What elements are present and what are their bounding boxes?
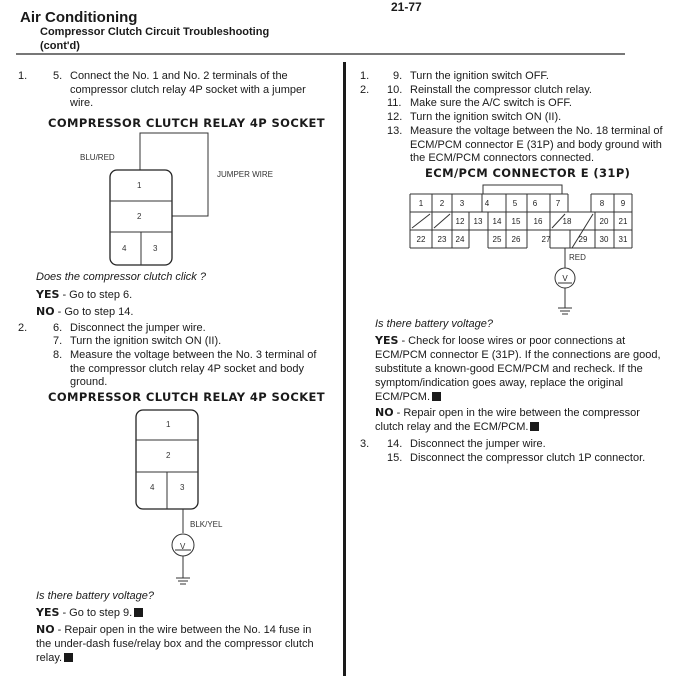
svg-text:29: 29 [578,235,588,244]
list-number: 1. [360,70,370,82]
wire-color-label: BLU/RED [80,153,115,162]
step-number: 5. [53,70,63,82]
procedure-title [40,25,269,53]
terminal-2: 2 [166,451,171,460]
page-number: 21-77 [391,0,422,14]
svg-text:16: 16 [533,217,543,226]
svg-text:4: 4 [484,199,490,208]
svg-text:22: 22 [416,235,426,244]
jumper-wire-label: JUMPER WIRE [217,170,273,179]
svg-text:18: 18 [562,217,572,226]
end-mark-icon [530,422,539,431]
question: Is there battery voltage? [375,318,494,330]
diagram-heading: ECM/PCM CONNECTOR E (31P) [425,166,631,180]
section-title: Air Conditioning [20,9,138,26]
end-mark-icon [134,608,143,617]
step-text: Disconnect the jumper wire. [70,322,206,334]
answer-yes: YES - Go to step 9. [36,606,143,620]
relay-socket-diagram-jumper [60,130,320,270]
ecm-pcm-connector-diagram [405,180,640,320]
terminal-2: 2 [137,212,142,221]
answer-yes: YES - Check for loose wires or poor connections at ECM/PCM connector E (31P). If the connections are good, substitute a known-good ECM/PCM and recheck. If the symptom/indication goes away, replace the original ECM/PCM. [375,334,661,403]
wire-color-label: BLK/YEL [190,520,223,529]
end-mark-icon [432,392,441,401]
svg-text:3: 3 [459,199,465,208]
list-number: 1. [18,70,28,82]
answer-no: NO - Repair open in the wire between the No. 14 fuse in the under-dash fuse/relay box and the compressor clutch relay. [36,623,314,664]
step-text: Measure the voltage between the No. 18 terminal of ECM/PCM connector E (31P) and body ground with the ECM/PCM connectors connected. [410,125,663,164]
svg-text:8: 8 [599,199,605,208]
diagram-heading: COMPRESSOR CLUTCH RELAY 4P SOCKET [48,390,326,404]
question: Is there battery voltage? [36,590,155,602]
svg-text:24: 24 [455,235,465,244]
svg-text:20: 20 [599,217,609,226]
list-number: 3. [360,438,370,450]
svg-text:V: V [562,274,568,283]
list-number: 2. [360,84,370,96]
step-number: 12. [387,111,403,123]
step-number: 9. [393,70,403,82]
terminal-4: 4 [122,244,127,253]
step-number: 7. [53,335,63,347]
terminal-3: 3 [180,483,185,492]
relay-socket-diagram-voltmeter [100,400,300,590]
svg-text:30: 30 [599,235,609,244]
step-number: 14. [387,438,403,450]
terminal-4: 4 [150,483,155,492]
svg-text:12: 12 [455,217,465,226]
header-divider [16,53,625,55]
svg-text:2: 2 [439,199,445,208]
svg-text:13: 13 [473,217,483,226]
svg-text:6: 6 [532,199,538,208]
terminal-1: 1 [166,420,171,429]
step-number: 11. [387,97,402,109]
svg-text:31: 31 [618,235,628,244]
svg-text:9: 9 [620,199,626,208]
step-text: Turn the ignition switch ON (II). [70,335,222,347]
terminal-3: 3 [153,244,158,253]
step-text: Reinstall the compressor clutch relay. [410,84,592,96]
step-number: 13. [387,125,403,137]
step-text: Connect the No. 1 and No. 2 terminals of the compressor clutch relay 4P socket with a jumper wire. [70,70,306,109]
step-text: Disconnect the jumper wire. [410,438,546,450]
voltmeter-label: V [180,542,186,551]
step-text: Disconnect the compressor clutch 1P connector. [410,452,646,464]
end-mark-icon [64,653,73,662]
step-number: 15. [387,452,403,464]
svg-text:5: 5 [512,199,518,208]
svg-text:26: 26 [511,235,521,244]
diagram-heading: COMPRESSOR CLUTCH RELAY 4P SOCKET [48,116,326,130]
column-divider [343,62,346,676]
step-text: Measure the voltage between the No. 3 terminal of the compressor clutch relay 4P socket and body ground. [70,349,317,388]
list-number: 2. [18,322,28,334]
step-text: Turn the ignition switch OFF. [410,70,549,82]
svg-text:1: 1 [418,199,424,208]
step-text: Turn the ignition switch ON (II). [410,111,562,123]
svg-text:25: 25 [492,235,502,244]
terminal-1: 1 [137,181,142,190]
procedure-title-line2: (cont'd) [40,40,80,52]
wire-color-label: RED [569,253,586,262]
answer-no: NO - Go to step 14. [36,305,134,318]
answer-yes: YES - Go to step 6. [36,288,133,301]
svg-text:27: 27 [541,235,551,244]
step-number: 6. [53,322,63,334]
step-text: Make sure the A/C switch is OFF. [410,97,572,109]
svg-text:21: 21 [618,217,628,226]
question: Does the compressor clutch click ? [36,271,206,283]
step-number: 8. [53,349,63,361]
svg-text:14: 14 [492,217,502,226]
svg-text:15: 15 [511,217,521,226]
answer-no: NO - Repair open in the wire between the compressor clutch relay and the ECM/PCM. [375,406,640,433]
step-number: 10. [387,84,403,96]
svg-text:23: 23 [437,235,447,244]
procedure-title-line1: Compressor Clutch Circuit Troubleshooting [40,26,270,38]
svg-text:7: 7 [555,199,561,208]
